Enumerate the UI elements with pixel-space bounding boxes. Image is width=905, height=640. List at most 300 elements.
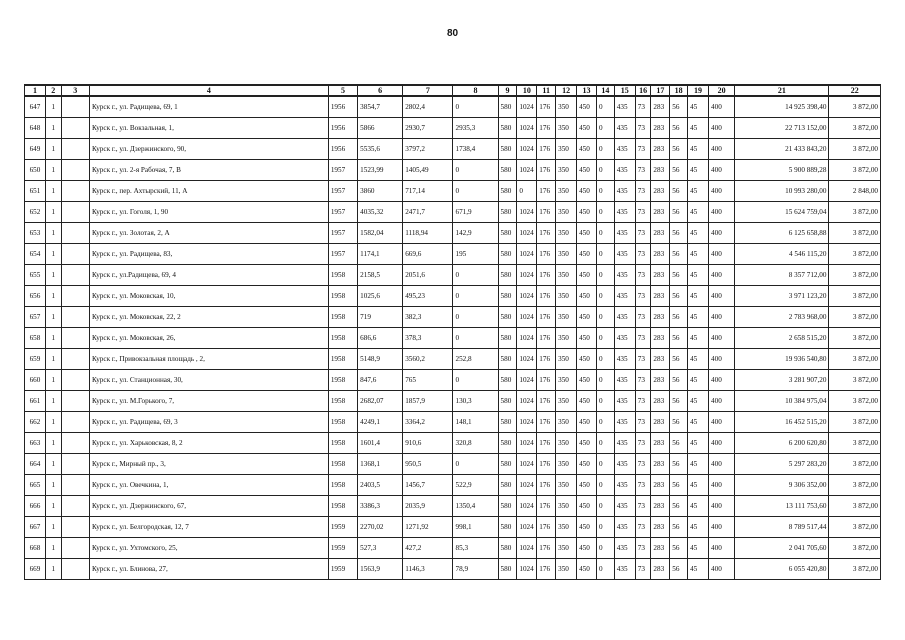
table-cell: 0 — [596, 391, 614, 412]
table-cell: 717,14 — [403, 181, 453, 202]
table-cell: 400 — [709, 244, 735, 265]
table-cell: Курск г., ул. М.Горького, 7, — [89, 391, 328, 412]
table-cell: Курск г., ул. Дзержинского, 90, — [89, 139, 328, 160]
table-cell: 176 — [537, 307, 556, 328]
table-cell: 78,9 — [453, 559, 498, 580]
table-cell: 4 546 115,20 — [735, 244, 829, 265]
table-cell: Курск г., ул. Радищева, 69, 1 — [89, 96, 328, 118]
table-cell: 19 936 540,80 — [735, 349, 829, 370]
table-cell: 45 — [688, 517, 709, 538]
table-cell: 56 — [670, 370, 688, 391]
table-cell: 450 — [577, 370, 597, 391]
table-cell: 1 — [45, 370, 61, 391]
table-cell: 350 — [556, 496, 577, 517]
table-cell: 435 — [614, 181, 635, 202]
table-cell: 450 — [577, 559, 597, 580]
table-cell — [61, 139, 89, 160]
table-cell: 400 — [709, 475, 735, 496]
table-cell: 1523,99 — [358, 160, 403, 181]
table-cell: 56 — [670, 160, 688, 181]
table-cell: 580 — [498, 412, 517, 433]
table-cell: 350 — [556, 349, 577, 370]
table-cell: 580 — [498, 244, 517, 265]
table-cell — [61, 496, 89, 517]
table-cell: 10 384 975,04 — [735, 391, 829, 412]
table-cell: 3 872,00 — [829, 328, 881, 349]
table-cell: 1958 — [328, 454, 357, 475]
table-cell: 400 — [709, 181, 735, 202]
table-cell: 1 — [45, 454, 61, 475]
table-cell: 1024 — [517, 370, 537, 391]
table-cell: 400 — [709, 223, 735, 244]
table-row — [25, 96, 881, 118]
table-cell: 427,2 — [403, 538, 453, 559]
table-cell: 435 — [614, 433, 635, 454]
table-cell: 1024 — [517, 475, 537, 496]
table-cell: 176 — [537, 160, 556, 181]
table-cell — [61, 223, 89, 244]
table-cell: 1024 — [517, 538, 537, 559]
table-cell: 450 — [577, 181, 597, 202]
table-cell: 350 — [556, 538, 577, 559]
table-cell: 1 — [45, 412, 61, 433]
table-cell: 283 — [651, 454, 670, 475]
table-cell: 176 — [537, 538, 556, 559]
table-cell: 350 — [556, 328, 577, 349]
table-cell: 283 — [651, 412, 670, 433]
table-cell: 435 — [614, 160, 635, 181]
table-cell: 1958 — [328, 412, 357, 433]
table-cell: 400 — [709, 286, 735, 307]
table-cell: 73 — [635, 181, 651, 202]
table-cell: 400 — [709, 559, 735, 580]
table-cell: 45 — [688, 370, 709, 391]
table-cell: 195 — [453, 244, 498, 265]
table-cell: 176 — [537, 349, 556, 370]
table-cell: 13 111 753,60 — [735, 496, 829, 517]
column-header: 8 — [453, 85, 498, 96]
table-cell: 450 — [577, 139, 597, 160]
table-cell: 3854,7 — [358, 96, 403, 118]
table-cell: 130,3 — [453, 391, 498, 412]
table-cell: 56 — [670, 202, 688, 223]
table-cell: 73 — [635, 328, 651, 349]
table-cell: 3364,2 — [403, 412, 453, 433]
table-cell: 522,9 — [453, 475, 498, 496]
table-cell: 1024 — [517, 223, 537, 244]
table-cell: 350 — [556, 559, 577, 580]
table-cell: 56 — [670, 559, 688, 580]
table-cell: 283 — [651, 538, 670, 559]
table-cell: 1456,7 — [403, 475, 453, 496]
table-row — [25, 286, 881, 307]
table-cell: 400 — [709, 349, 735, 370]
table-cell: 350 — [556, 244, 577, 265]
table-cell: 56 — [670, 223, 688, 244]
table-cell — [61, 307, 89, 328]
table-cell: 56 — [670, 454, 688, 475]
table-cell: 176 — [537, 118, 556, 139]
table-cell: 1 — [45, 475, 61, 496]
table-cell: 450 — [577, 96, 597, 118]
table-cell: 450 — [577, 412, 597, 433]
table-cell: 1958 — [328, 391, 357, 412]
table-cell: 400 — [709, 265, 735, 286]
table-cell: 1024 — [517, 202, 537, 223]
table-cell: 1 — [45, 202, 61, 223]
table-cell: 400 — [709, 538, 735, 559]
table-cell: 3 872,00 — [829, 307, 881, 328]
column-header: 9 — [498, 85, 517, 96]
table-cell: 1582,04 — [358, 223, 403, 244]
table-cell: 350 — [556, 265, 577, 286]
table-cell: 450 — [577, 454, 597, 475]
table-cell: Курск г., ул. Радищева, 83, — [89, 244, 328, 265]
table-cell: 2403,5 — [358, 475, 403, 496]
table-cell: 1957 — [328, 202, 357, 223]
table-cell: 15 624 759,04 — [735, 202, 829, 223]
table-cell: 435 — [614, 496, 635, 517]
table-cell: 1958 — [328, 328, 357, 349]
table-cell: 1024 — [517, 412, 537, 433]
column-header: 16 — [635, 85, 651, 96]
table-row — [25, 496, 881, 517]
table-cell: 16 452 515,20 — [735, 412, 829, 433]
table-cell: 1958 — [328, 265, 357, 286]
table-cell: 450 — [577, 391, 597, 412]
table-cell: 580 — [498, 454, 517, 475]
table-cell: 283 — [651, 139, 670, 160]
table-cell: 350 — [556, 307, 577, 328]
table-cell: 580 — [498, 370, 517, 391]
table-cell: 6 200 620,80 — [735, 433, 829, 454]
table-cell: 10 993 280,00 — [735, 181, 829, 202]
table-cell: Курск г., ул. Моковская, 10, — [89, 286, 328, 307]
table-cell: 495,23 — [403, 286, 453, 307]
table-cell: 1118,94 — [403, 223, 453, 244]
table-cell: 0 — [596, 454, 614, 475]
table-cell: 0 — [596, 160, 614, 181]
table-cell: 1956 — [328, 118, 357, 139]
table-cell: 660 — [25, 370, 46, 391]
table-cell: 0 — [596, 349, 614, 370]
column-header: 5 — [328, 85, 357, 96]
table-cell: 73 — [635, 349, 651, 370]
table-cell: 252,8 — [453, 349, 498, 370]
table-cell: 3 872,00 — [829, 286, 881, 307]
table-cell: 85,3 — [453, 538, 498, 559]
table-cell: 2270,02 — [358, 517, 403, 538]
table-row — [25, 454, 881, 475]
table-cell: 3 872,00 — [829, 139, 881, 160]
table-cell: 3 872,00 — [829, 475, 881, 496]
table-cell: 176 — [537, 475, 556, 496]
table-cell: 350 — [556, 370, 577, 391]
table-cell: 450 — [577, 538, 597, 559]
table-cell: 910,6 — [403, 433, 453, 454]
table-row — [25, 181, 881, 202]
table-cell: 669,6 — [403, 244, 453, 265]
table-cell: 176 — [537, 181, 556, 202]
table-cell: 45 — [688, 286, 709, 307]
table-body — [25, 96, 881, 580]
column-header: 18 — [670, 85, 688, 96]
table-cell: 0 — [596, 139, 614, 160]
table-cell: 283 — [651, 517, 670, 538]
table-cell — [61, 349, 89, 370]
header-row — [25, 85, 881, 96]
table-cell: 1958 — [328, 370, 357, 391]
table-cell: 1025,6 — [358, 286, 403, 307]
table-cell: 283 — [651, 475, 670, 496]
table-cell: 9 306 352,00 — [735, 475, 829, 496]
column-header: 14 — [596, 85, 614, 96]
table-cell: 0 — [596, 328, 614, 349]
table-cell: 2935,3 — [453, 118, 498, 139]
table-cell — [61, 265, 89, 286]
table-cell: 176 — [537, 139, 556, 160]
table-cell: 320,8 — [453, 433, 498, 454]
table-cell: 73 — [635, 391, 651, 412]
table-cell: 1 — [45, 391, 61, 412]
table-cell: 3797,2 — [403, 139, 453, 160]
table-cell: 3 281 907,20 — [735, 370, 829, 391]
table-cell: 283 — [651, 286, 670, 307]
column-header: 3 — [61, 85, 89, 96]
table-cell: 176 — [537, 328, 556, 349]
table-cell: 2 658 515,20 — [735, 328, 829, 349]
table-cell: 435 — [614, 559, 635, 580]
table-cell: 73 — [635, 265, 651, 286]
table-row — [25, 559, 881, 580]
table-cell: Курск г., Привокзальная площадь , 2, — [89, 349, 328, 370]
table-cell: 0 — [596, 265, 614, 286]
table-cell: Курск г., ул. Золотая, 2, А — [89, 223, 328, 244]
table-cell: 450 — [577, 265, 597, 286]
table-row — [25, 307, 881, 328]
table-cell: 400 — [709, 328, 735, 349]
table-cell: 350 — [556, 286, 577, 307]
table-row — [25, 160, 881, 181]
table-cell: 652 — [25, 202, 46, 223]
table-cell: 1 — [45, 118, 61, 139]
table-cell: 56 — [670, 433, 688, 454]
table-row — [25, 433, 881, 454]
table-cell: Курск г., ул. Станционная, 30, — [89, 370, 328, 391]
table-cell: 176 — [537, 202, 556, 223]
table-cell: 0 — [596, 202, 614, 223]
table-cell: 1 — [45, 244, 61, 265]
table-cell: 45 — [688, 349, 709, 370]
table-cell: 73 — [635, 307, 651, 328]
column-header: 13 — [577, 85, 597, 96]
table-cell: 1 — [45, 286, 61, 307]
table-row — [25, 412, 881, 433]
table-cell: 435 — [614, 328, 635, 349]
table-cell: 350 — [556, 96, 577, 118]
table-cell: 3860 — [358, 181, 403, 202]
table-cell: 668 — [25, 538, 46, 559]
table-cell: 1 — [45, 496, 61, 517]
table-row — [25, 202, 881, 223]
table-cell: 2930,7 — [403, 118, 453, 139]
table-cell: 1350,4 — [453, 496, 498, 517]
table-cell: 0 — [596, 96, 614, 118]
table-cell: 21 433 843,20 — [735, 139, 829, 160]
table-cell: 998,1 — [453, 517, 498, 538]
table-cell: 73 — [635, 538, 651, 559]
table-cell: 0 — [596, 412, 614, 433]
table-cell: 56 — [670, 118, 688, 139]
table-cell: 350 — [556, 412, 577, 433]
table-cell: 56 — [670, 244, 688, 265]
table-cell: 1024 — [517, 286, 537, 307]
table-cell: 176 — [537, 517, 556, 538]
table-cell: 45 — [688, 496, 709, 517]
table-cell: 73 — [635, 118, 651, 139]
table-cell — [61, 244, 89, 265]
column-header: 20 — [709, 85, 735, 96]
table-cell: 450 — [577, 244, 597, 265]
table-cell: 56 — [670, 307, 688, 328]
table-cell: 1146,3 — [403, 559, 453, 580]
table-cell: 56 — [670, 412, 688, 433]
table-cell — [61, 96, 89, 118]
table-cell: 1024 — [517, 496, 537, 517]
table-cell: 5 900 889,28 — [735, 160, 829, 181]
column-header: 21 — [735, 85, 829, 96]
table-cell: 1174,1 — [358, 244, 403, 265]
table-cell: 400 — [709, 96, 735, 118]
table-cell: 1024 — [517, 433, 537, 454]
table-cell: 1271,92 — [403, 517, 453, 538]
table-cell: 657 — [25, 307, 46, 328]
column-header: 15 — [614, 85, 635, 96]
table-cell: 1959 — [328, 517, 357, 538]
table-cell: 435 — [614, 244, 635, 265]
table-cell: 2 041 705,60 — [735, 538, 829, 559]
table-cell: 580 — [498, 202, 517, 223]
table-cell: 1 — [45, 96, 61, 118]
table-cell: 283 — [651, 391, 670, 412]
table-cell: 176 — [537, 223, 556, 244]
table-cell — [61, 538, 89, 559]
table-cell: 1 — [45, 307, 61, 328]
table-cell: 350 — [556, 517, 577, 538]
table-cell: 176 — [537, 391, 556, 412]
table-cell: 400 — [709, 202, 735, 223]
table-cell: 0 — [596, 118, 614, 139]
table-cell: 3 872,00 — [829, 391, 881, 412]
table-cell: 350 — [556, 454, 577, 475]
table-cell: 3 872,00 — [829, 223, 881, 244]
table-cell: 45 — [688, 265, 709, 286]
table-cell: 73 — [635, 244, 651, 265]
table-cell: 283 — [651, 181, 670, 202]
table-cell: 847,6 — [358, 370, 403, 391]
table-row — [25, 391, 881, 412]
table-cell: 45 — [688, 433, 709, 454]
table-cell — [61, 118, 89, 139]
column-header: 6 — [358, 85, 403, 96]
table-cell: Курск г., ул. Блинова, 27, — [89, 559, 328, 580]
table-cell: 283 — [651, 96, 670, 118]
table-cell: 686,6 — [358, 328, 403, 349]
table-row — [25, 517, 881, 538]
table-cell — [61, 517, 89, 538]
table-cell: 580 — [498, 433, 517, 454]
table-cell: 580 — [498, 286, 517, 307]
column-header: 12 — [556, 85, 577, 96]
table-cell: 400 — [709, 496, 735, 517]
table-cell: 3 872,00 — [829, 349, 881, 370]
table-cell: 2471,7 — [403, 202, 453, 223]
table-cell: 56 — [670, 181, 688, 202]
table-cell: 5 297 283,20 — [735, 454, 829, 475]
table-cell: 647 — [25, 96, 46, 118]
table-cell: 400 — [709, 370, 735, 391]
table-cell: 56 — [670, 538, 688, 559]
table-cell: Курск г., ул. Гоголя, 1, 90 — [89, 202, 328, 223]
table-cell: 650 — [25, 160, 46, 181]
table-cell: 56 — [670, 139, 688, 160]
table-cell: 653 — [25, 223, 46, 244]
table-cell: 0 — [596, 244, 614, 265]
table-cell: 45 — [688, 475, 709, 496]
table-cell: 580 — [498, 223, 517, 244]
table-cell: Курск г., ул.Радищева, 69, 4 — [89, 265, 328, 286]
table-cell: 1957 — [328, 160, 357, 181]
table-cell: 3 872,00 — [829, 454, 881, 475]
table-cell: 73 — [635, 475, 651, 496]
table-cell: 656 — [25, 286, 46, 307]
table-cell: 4249,1 — [358, 412, 403, 433]
table-cell — [61, 202, 89, 223]
table-cell: 450 — [577, 349, 597, 370]
column-header: 2 — [45, 85, 61, 96]
table-cell: 580 — [498, 559, 517, 580]
table-cell: 0 — [596, 538, 614, 559]
table-cell: 580 — [498, 538, 517, 559]
table-cell: 176 — [537, 433, 556, 454]
table-cell: 435 — [614, 139, 635, 160]
table-cell: 651 — [25, 181, 46, 202]
table-cell: 283 — [651, 265, 670, 286]
table-cell — [61, 433, 89, 454]
table-cell: 73 — [635, 286, 651, 307]
table-cell: 1 — [45, 538, 61, 559]
table-cell: 45 — [688, 202, 709, 223]
table-cell: 1024 — [517, 328, 537, 349]
table-cell: 400 — [709, 118, 735, 139]
table-cell: 350 — [556, 118, 577, 139]
table-cell: 350 — [556, 139, 577, 160]
column-header: 11 — [537, 85, 556, 96]
table-cell: 73 — [635, 433, 651, 454]
table-cell: 580 — [498, 391, 517, 412]
column-header: 4 — [89, 85, 328, 96]
table-cell: 1 — [45, 139, 61, 160]
table-cell: 580 — [498, 181, 517, 202]
table-cell: 400 — [709, 517, 735, 538]
table-cell: 400 — [709, 454, 735, 475]
table-cell: 45 — [688, 118, 709, 139]
table-cell — [61, 286, 89, 307]
table-cell: 1024 — [517, 349, 537, 370]
table-cell: 1 — [45, 559, 61, 580]
column-header: 22 — [829, 85, 881, 96]
table-cell: 663 — [25, 433, 46, 454]
